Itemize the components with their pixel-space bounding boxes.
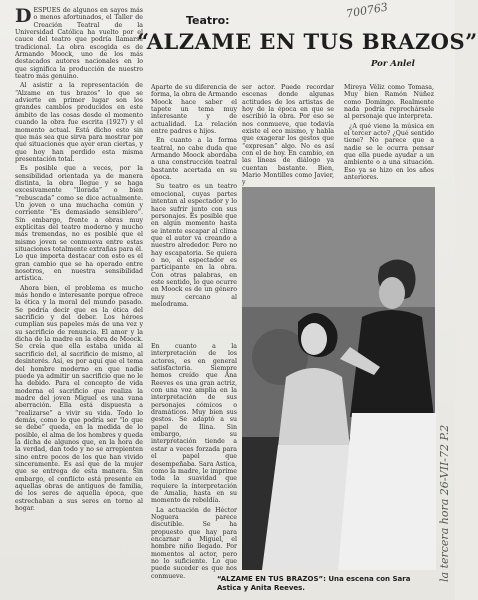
article-column-3: [242, 84, 334, 187]
article-paragraph: Mireya Véliz como Tomasa, Muy bien Ramón Núñez como Domingo. Realmente nada podría reprochársele al personaje que interpreta.: [344, 84, 434, 121]
article-paragraph: ser actor. Puede recordar escenas donde algunas actitudes de los artistas de hoy de la época en que se escribió la obra. Por eso se nos conmueve, que todavía existe el eco mismo, y habla que exagerar los gestos que “expresan” algo. No es así con el de hoy. En cambio, en las líneas de diálogo ya cuentan bastante. Bien, Mario Montilles como Javier, y: [242, 84, 334, 187]
article-paragraph: En cuanto a la forma teatral, no cabe duda que Armando Moock abordaba a una construcción teatral bastante acertada en su época.: [151, 137, 237, 182]
article-paragraph: Al asistir a la representación de “Alzame en tus brazos” lo que se advierte en primer lugar son los grandes cambios producidos en este ámbito de las cosas desde el momento cuando la obra fue escrita (1927) y el momento actual. Está dicho esto sin que más sea que sirva para mostrar por qué situaciones que ayer eran ciertas, y que hoy han perdido esta misma presentación total.: [15, 82, 143, 163]
article-paragraph: Ahora bien, el problema es mucho más hondo e interesante porque ofrece la ética y la moral del mundo pasado. Se podría decir que es la ética del sacrificio y del deber. Los héroes cumplían sus papeles más de una vez y su sacrificio de renuncia. El amor y la dicha de la madre en la obra de Moock. Se creía que ella estaba unida al sacrificio del, al sacrificio de mismo, al desinterés. Así, es por aquí que el tema del hombre moderno en que nadie puede ya admitir un sacrificio que no le ha debido. Para el concepto de vida moderna el sacrificio que realiza la madre del joven Miguel es una vana aberración. Ella está dispuesta a “realizarse” a vivir su vida. Todo lo demás, como lo que podría ser “lo que se debe” queda, en la medida de lo posible, el alma de los hombres y queda la dicha de algunos que, en la hora de la verdad, dan todo y no se arrepienten sino entre pocos de los que han vivido sinceramente. Es así que de la mujer que se entrega de esta manera. Sin embargo, el conflicto está presente en aquellas obras de antiguos de familia, de los seres de aquella época, que estrechaban a sus seres en torno al hogar.: [15, 284, 143, 513]
handwritten-margin-note: la tercera hora 26-VII-72 P.2: [438, 424, 451, 582]
drop-cap: D: [15, 5, 32, 27]
headline: “ALZAME EN TUS BRAZOS”: [137, 29, 478, 54]
article-column-2: [151, 84, 237, 334]
article-column-5: [151, 343, 237, 593]
article-paragraph: ¿A qué viene la música en el tercer acto? ¿Qué sentido tiene? No parece que a nadie se le ocurra pensar que ella puede ayudar a un ambiente o a una situación. Eso ya se hizo en los años anteriores.: [344, 122, 434, 182]
article-paragraph: DESPUES de algunos en sayos más o menos afortunados, el Taller de Creación Teatral de la Universidad Católica ha vuelto por el cauce del teatro que podría llamarse tradicional. La obra escogida es de Armando Moock, uno de los más destacados autores nacionales en lo que significa la producción de nuestro teatro más genuino.: [15, 5, 143, 81]
article-paragraph: La actuación de Héctor Noguera parece discutible. Se ha propuesto que hay para encarnar a Miguel, el hombre niño llegado. Por momentos al actor, pero no lo suficiente. Lo que puede suceder es que nos conmueve.: [151, 506, 237, 580]
article-paragraph: Es posible que a veces, por la sensibilidad orientada ya de manera distinta, la obra llegue y se haga excesivamente “llorada” o bien “rebuscada” como se dice actualmente. Un joven o una muchacha común y corriente “Es demasiado sensiblero”. Sin embargo, frente a obras muy explícitas del teatro moderno y mucho más tremendas, no es posible que el mismo joven se conmueva entre estas situaciones totalmente extrañas para él. Lo que importa destacar con esto es el gran cambio que se ha operado entre nosotros, en nuestra sensibilidad artística.: [15, 165, 143, 283]
article-paragraph: En cuanto a la interpretación de los actores, es en general satisfactoria. Siempre hemos creído que Ana Reeves es una gran actriz, con una voz amplia en la interpretación de sus personajes cómicos o dramáticos. Muy bien sus gestos. Se adaptó a su papel de Ilina. Sin embargo, su interpretación tiende a estar a veces forzada para el papel que desempeñaba. Sara Astica, como la madre, le imprime toda la suavidad que requiere la interpretación de Amalia, hasta en su momento de rebeldía.: [151, 343, 237, 505]
article-paragraph: Su teatro es un teatro emocional, cuyas partes intentan al espectador y lo hace sufrir junto con sus personajes. Es posible que en algún momento hasta se intente escapar al clima que el autor va creando a nuestro alrededor. Pero no hay escapatoria. Se quiera o no, el espectador es participante en la obra. Con otras palabras, en este sentido, lo que ocurre en Moock es de un género muy cercano al melodrama.: [151, 183, 237, 308]
section-label: Teatro:: [186, 14, 230, 27]
scene-photo: [242, 187, 435, 570]
article-column-1: [15, 7, 143, 592]
photo-caption: “ALZAME EN TUS BRAZOS”: Una escena con Sara Astica y Anita Reeves.: [217, 575, 411, 592]
article-column-4: [344, 84, 434, 180]
article-paragraph: Aparte de su diferencia de forma, la obra de Armando Moock hace saber el tapete un tema muy interesante y de actualidad. La relación entre padres e hijos.: [151, 84, 237, 136]
handwritten-annotation: 700763: [345, 0, 389, 21]
photo-illustration: [242, 187, 435, 570]
byline: Por Anlel: [371, 59, 415, 69]
